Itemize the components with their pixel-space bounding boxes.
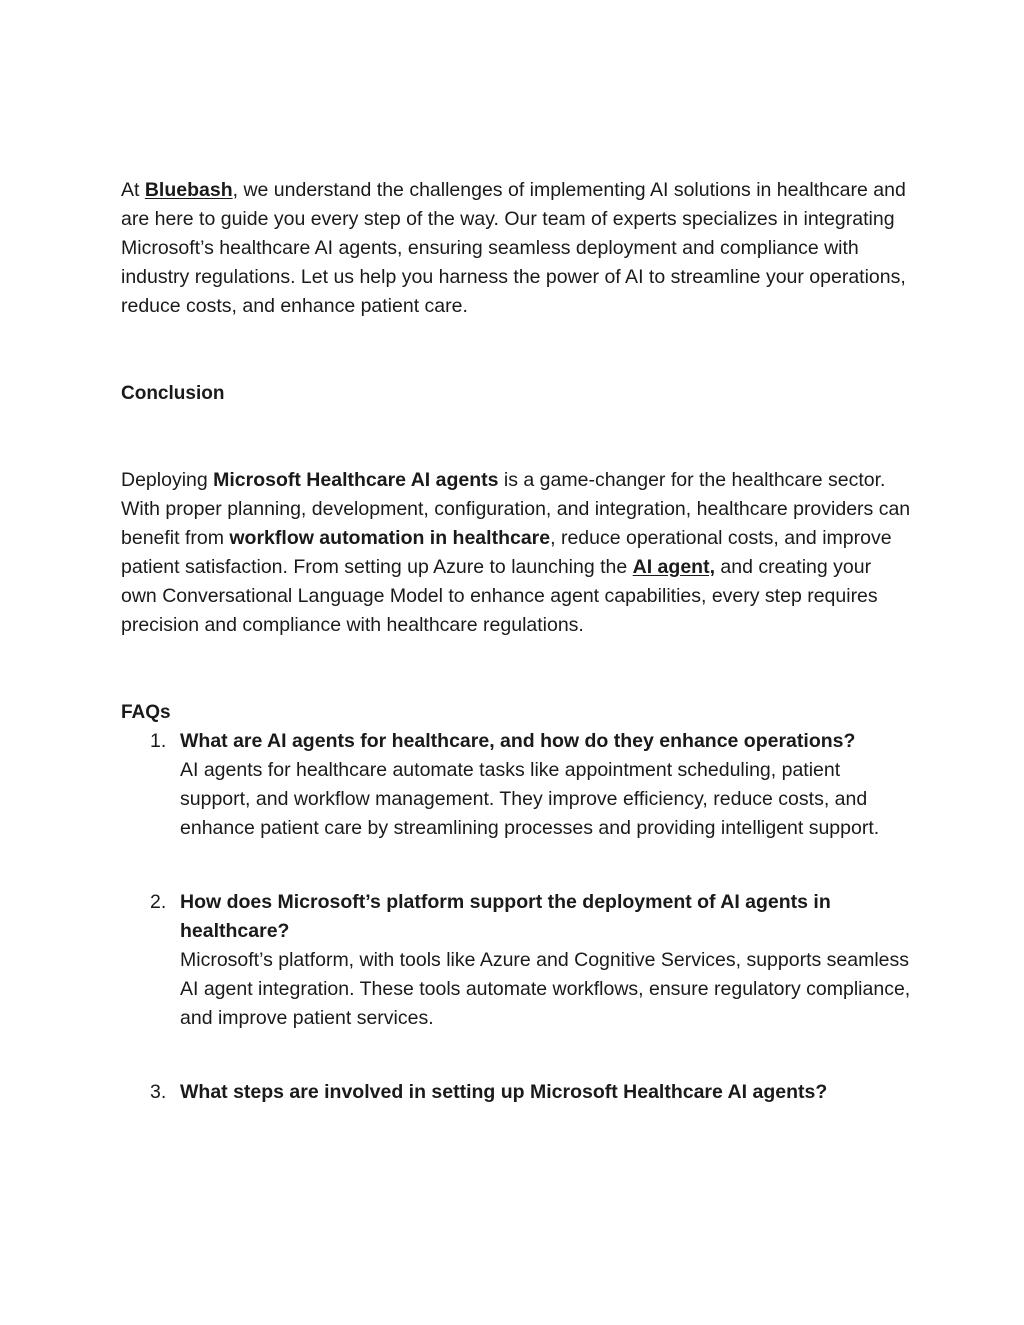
faq-question: How does Microsoft’s platform support the deployment of AI agents in healthcare? <box>180 891 831 942</box>
conclusion-text-3: , reduce operational costs, and improve patient satisfaction. From setting up Azure to launching the <box>121 527 892 578</box>
ai-agent-link[interactable]: AI agent, <box>632 556 715 578</box>
conclusion-text-1: Deploying <box>121 469 214 491</box>
faq-number: 1. <box>150 730 167 752</box>
faq-answer: Microsoft’s platform, with tools like Azure and Cognitive Services, supports seamless AI agent integration. These tools automate workflows, ensure regulatory compliance, and improve patient services. <box>180 949 911 1029</box>
intro-text: , we understand the challenges of implementing AI solutions in healthcare and are here to guide you every step of the way. Our team of experts specializes in integrating Microsoft’s healthcare AI agents, ensuring seamless deployment and compliance with industry regulations. Let us help you harness the power of AI to streamline your operations, reduce costs, and enhance patient care. <box>121 179 906 317</box>
faq-item <box>121 1078 911 1107</box>
conclusion-bold-2: workflow automation in healthcare <box>229 527 551 549</box>
faq-question: What steps are involved in setting up Microsoft Healthcare AI agents? <box>180 1081 828 1103</box>
faq-item <box>121 727 911 843</box>
faq-list <box>121 727 911 1107</box>
faq-item <box>121 888 911 1033</box>
conclusion-heading: Conclusion <box>121 383 225 404</box>
conclusion-text-2: is a game-changer for the healthcare sector. With proper planning, development, configuration, and integration, healthcare providers can benefit from <box>121 469 911 549</box>
faq-number: 2. <box>150 891 167 913</box>
intro-paragraph <box>121 176 911 321</box>
conclusion-paragraph <box>121 466 911 640</box>
conclusion-text-4: and creating your own Conversational Language Model to enhance agent capabilities, every step requires precision and compliance with healthcare regulations. <box>121 556 878 636</box>
faq-number: 3. <box>150 1081 167 1103</box>
conclusion-bold-1: Microsoft Healthcare AI agents <box>213 469 499 491</box>
bluebash-link[interactable]: Bluebash <box>144 179 233 201</box>
intro-prefix: At <box>121 179 145 201</box>
document-page <box>121 176 911 1107</box>
faq-answer: AI agents for healthcare automate tasks like appointment scheduling, patient support, and workflow management. They improve efficiency, reduce costs, and enhance patient care by streamlining processes and providing intelligent support. <box>180 759 880 839</box>
faqs-heading: FAQs <box>121 702 171 723</box>
faq-question: What are AI agents for healthcare, and how do they enhance operations? <box>180 730 856 752</box>
